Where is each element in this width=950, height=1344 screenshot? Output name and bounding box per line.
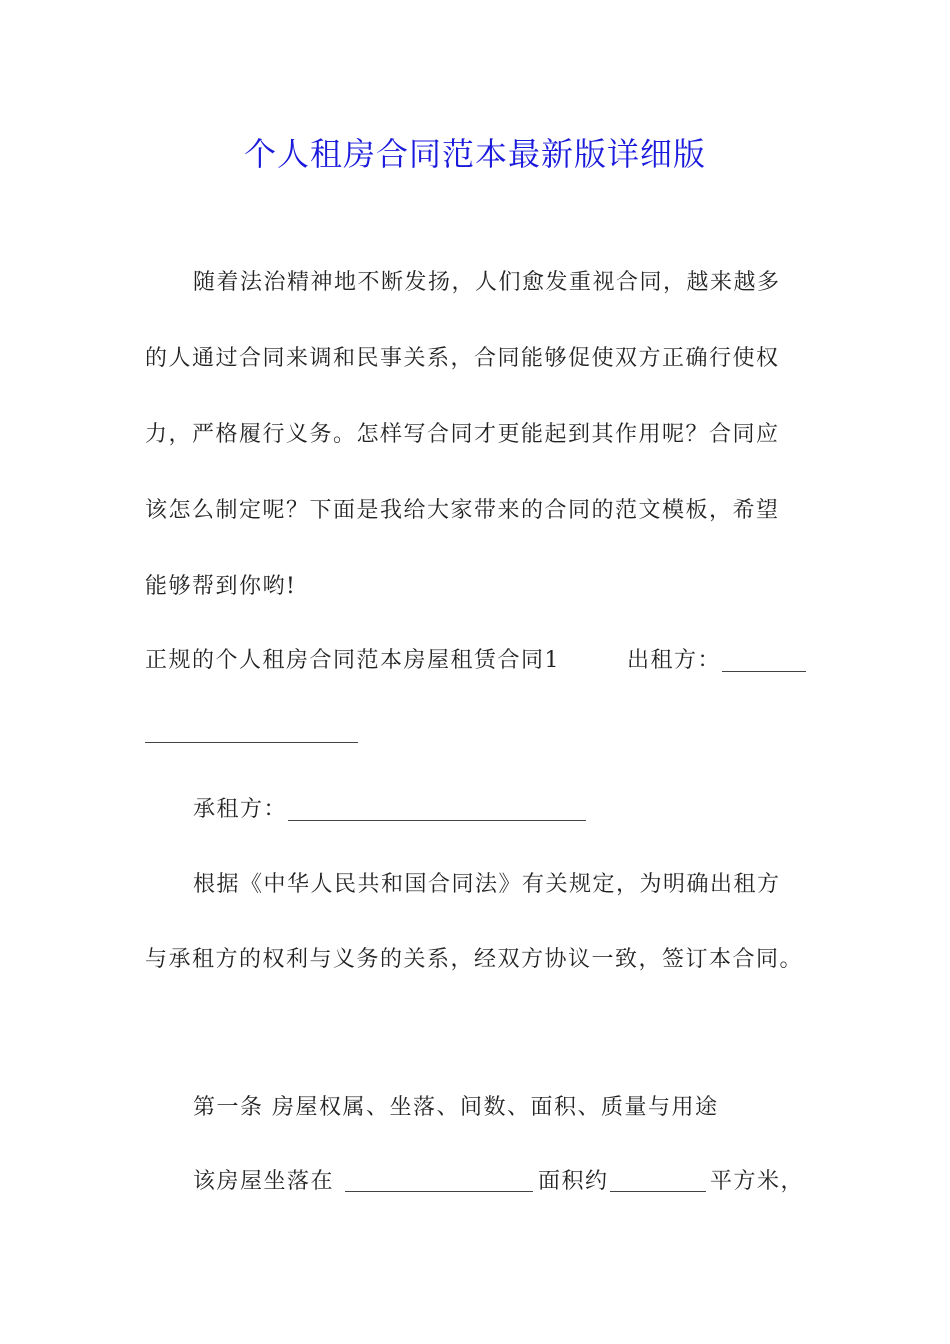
lessee-blank-line [288,820,586,821]
intro-line-1: 随着法治精神地不断发扬，人们愈发重视合同，越来越多 [193,270,781,295]
lessor-blank-line-2 [145,742,358,743]
document-title: 个人租房合同范本最新版详细版 [243,135,706,173]
basis-line-1: 根据《中华人民共和国合同法》有关规定，为明确出租方 [193,872,781,897]
location-blank-line [345,1191,533,1192]
lessor-blank-line-1 [722,671,806,672]
lessor-label: 出租方： [627,648,722,673]
area-blank-line [610,1191,706,1192]
intro-line-3: 力，严格履行义务。怎样写合同才更能起到其作用呢？合同应 [145,422,780,447]
article1-area-unit: 平方米， [710,1169,805,1194]
lessee-label: 承租方： [193,797,288,822]
article1-location-prefix: 该房屋坐落在 [193,1169,335,1194]
article1-area-label: 面积约 [538,1169,609,1194]
article1-heading: 第一条 房屋权属、坐落、间数、面积、质量与用途 [193,1095,719,1120]
basis-line-2: 与承租方的权利与义务的关系，经双方协议一致，签订本合同。 [145,947,804,972]
intro-line-2: 的人通过合同来调和民事关系，合同能够促使双方正确行使权 [145,346,780,371]
contract-heading: 正规的个人租房合同范本房屋租赁合同1 [145,648,560,673]
intro-line-5: 能够帮到你哟! [145,574,297,599]
intro-line-4: 该怎么制定呢？下面是我给大家带来的合同的范文模板，希望 [145,498,780,523]
